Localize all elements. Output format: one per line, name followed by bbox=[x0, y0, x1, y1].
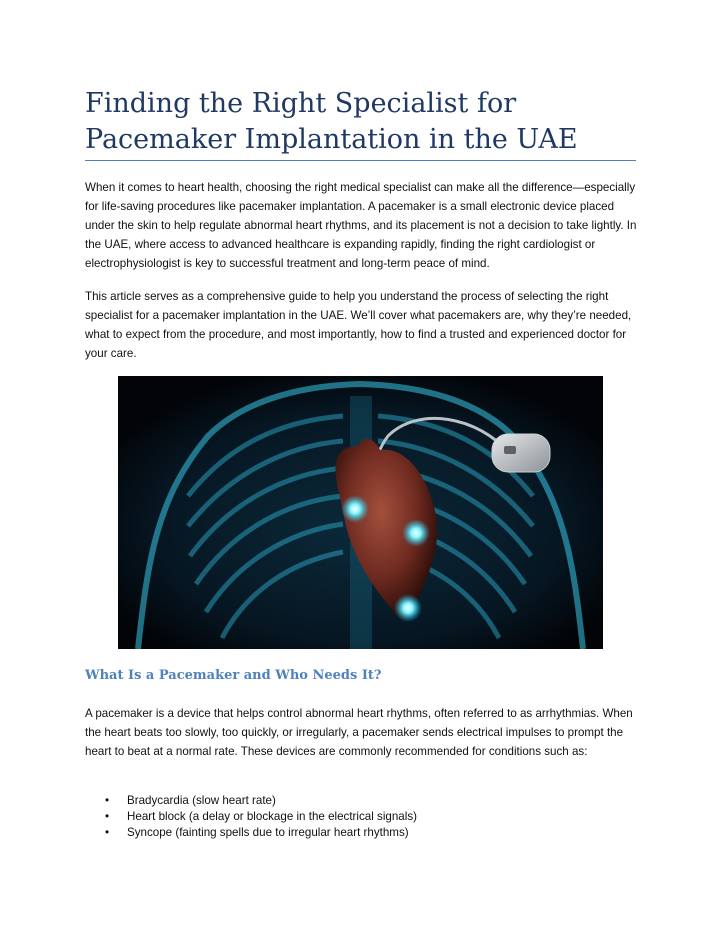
bullet-icon: • bbox=[105, 810, 110, 823]
list-item bbox=[85, 793, 645, 809]
section-paragraph: A pacemaker is a device that helps control abnormal heart rhythms, often referred to as arrhythmias. When the heart beats too slowly, too quickly, or irregularly, a pacemaker sends electrical impulses to prompt the heart to beat at a normal rate. These devices are commonly recommended for conditions such as: bbox=[85, 707, 633, 758]
pacemaker-device-icon bbox=[492, 434, 550, 472]
bullet-icon: • bbox=[105, 826, 110, 839]
intro-paragraph-1: When it comes to heart health, choosing the right medical specialist can make all the difference—especially for life-saving procedures like pacemaker implantation. A pacemaker is a small electronic device placed under the skin to help regulate abnormal heart rhythms, and its placement is not a decision to take lightly. In the UAE, where access to advanced healthcare is expanding rapidly, finding the right cardiologist or electrophysiologist is key to successful treatment and long-term peace of mind. bbox=[85, 181, 637, 270]
page-title: Finding the Right Specialist for Pacemaker Implantation in the UAE bbox=[85, 88, 578, 155]
list-item bbox=[85, 825, 645, 841]
list-item-text: Bradycardia (slow heart rate) bbox=[127, 794, 276, 807]
conditions-list bbox=[85, 793, 645, 841]
title-divider bbox=[85, 160, 636, 161]
section-heading: What Is a Pacemaker and Who Needs It? bbox=[85, 668, 382, 683]
list-item bbox=[85, 809, 645, 825]
intro-paragraph-2: This article serves as a comprehensive guide to help you understand the process of selecting the right specialist for a pacemaker implantation in the UAE. We’ll cover what pacemakers are, why they’re needed, what to expect from the procedure, and most importantly, how to find a trusted and experienced doctor for your care. bbox=[85, 290, 632, 360]
bullet-icon: • bbox=[105, 794, 110, 807]
pacemaker-heart-illustration bbox=[118, 376, 603, 649]
list-item-text: Syncope (fainting spells due to irregular heart rhythms) bbox=[127, 826, 409, 839]
pacemaker-heart-icon bbox=[118, 376, 603, 649]
list-item-text: Heart block (a delay or blockage in the electrical signals) bbox=[127, 810, 417, 823]
